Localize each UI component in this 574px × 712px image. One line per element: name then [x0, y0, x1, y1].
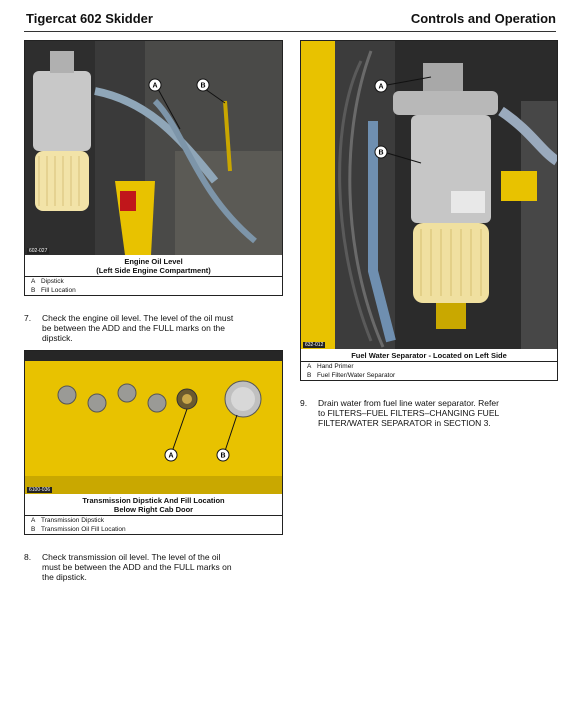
legend-item: A Hand Primer — [307, 363, 354, 370]
step-line: Check transmission oil level. The level of the oil — [42, 552, 221, 562]
caption-title-line: Below Right Cab Door — [113, 505, 194, 514]
legend-item: B Transmission Oil Fill Location — [31, 526, 126, 533]
legend-item: A Transmission Dipstick — [31, 517, 104, 524]
caption-title — [25, 494, 282, 516]
step-line: Drain water from fuel line water separator. Refer — [318, 398, 499, 408]
photo-id: 632-012 — [305, 342, 324, 348]
legend-item: B Fill Location — [31, 287, 76, 294]
header-divider — [24, 31, 556, 32]
section-title: Controls and Operation — [410, 11, 556, 26]
step-line: dipstick. — [42, 333, 73, 343]
step-7 — [24, 313, 281, 345]
legend-item: B Fuel Filter/Water Separator — [307, 372, 396, 379]
photo-id: 6100-036 — [29, 487, 51, 493]
fuel-separator-caption — [300, 349, 558, 381]
transmission-photo — [24, 350, 283, 495]
legend-item: A Dipstick — [31, 278, 64, 285]
caption-title-line: Transmission Dipstick And Fill Location — [82, 496, 225, 505]
step-number: 8. — [24, 552, 32, 562]
photo-id: 602-027 — [29, 248, 48, 254]
step-number: 7. — [24, 313, 32, 323]
step-line: be between the ADD and the FULL marks on the — [42, 323, 226, 333]
step-number: 9. — [300, 398, 308, 408]
step-line: FILTER/WATER SEPARATOR in SECTION 3. — [318, 418, 491, 428]
step-9 — [300, 398, 556, 430]
callout-b: B — [378, 149, 384, 157]
engine-caption — [24, 255, 283, 296]
callout-a: A — [152, 82, 158, 90]
callout-b: B — [220, 452, 226, 460]
callout-b: B — [200, 82, 206, 90]
caption-title-line: (Left Side Engine Compartment) — [96, 266, 211, 275]
caption-title-line: Engine Oil Level — [124, 257, 183, 266]
callout-a: A — [168, 452, 174, 460]
callout-a: A — [378, 83, 384, 91]
fuel-separator-photo — [300, 40, 558, 350]
caption-title — [301, 349, 557, 362]
caption-title-line: Fuel Water Separator - Located on Left Side — [351, 351, 507, 360]
engine-photo — [24, 40, 283, 256]
step-line: the dipstick. — [42, 572, 87, 582]
step-line: must be between the ADD and the FULL marks on — [42, 562, 232, 572]
caption-title — [25, 255, 282, 277]
manual-title: Tigercat 602 Skidder — [26, 11, 153, 26]
step-8 — [24, 552, 281, 584]
step-line: Check the engine oil level. The level of the oil must — [42, 313, 234, 323]
transmission-caption — [24, 494, 283, 535]
step-line: to FILTERS–FUEL FILTERS–CHANGING FUEL — [318, 408, 500, 418]
